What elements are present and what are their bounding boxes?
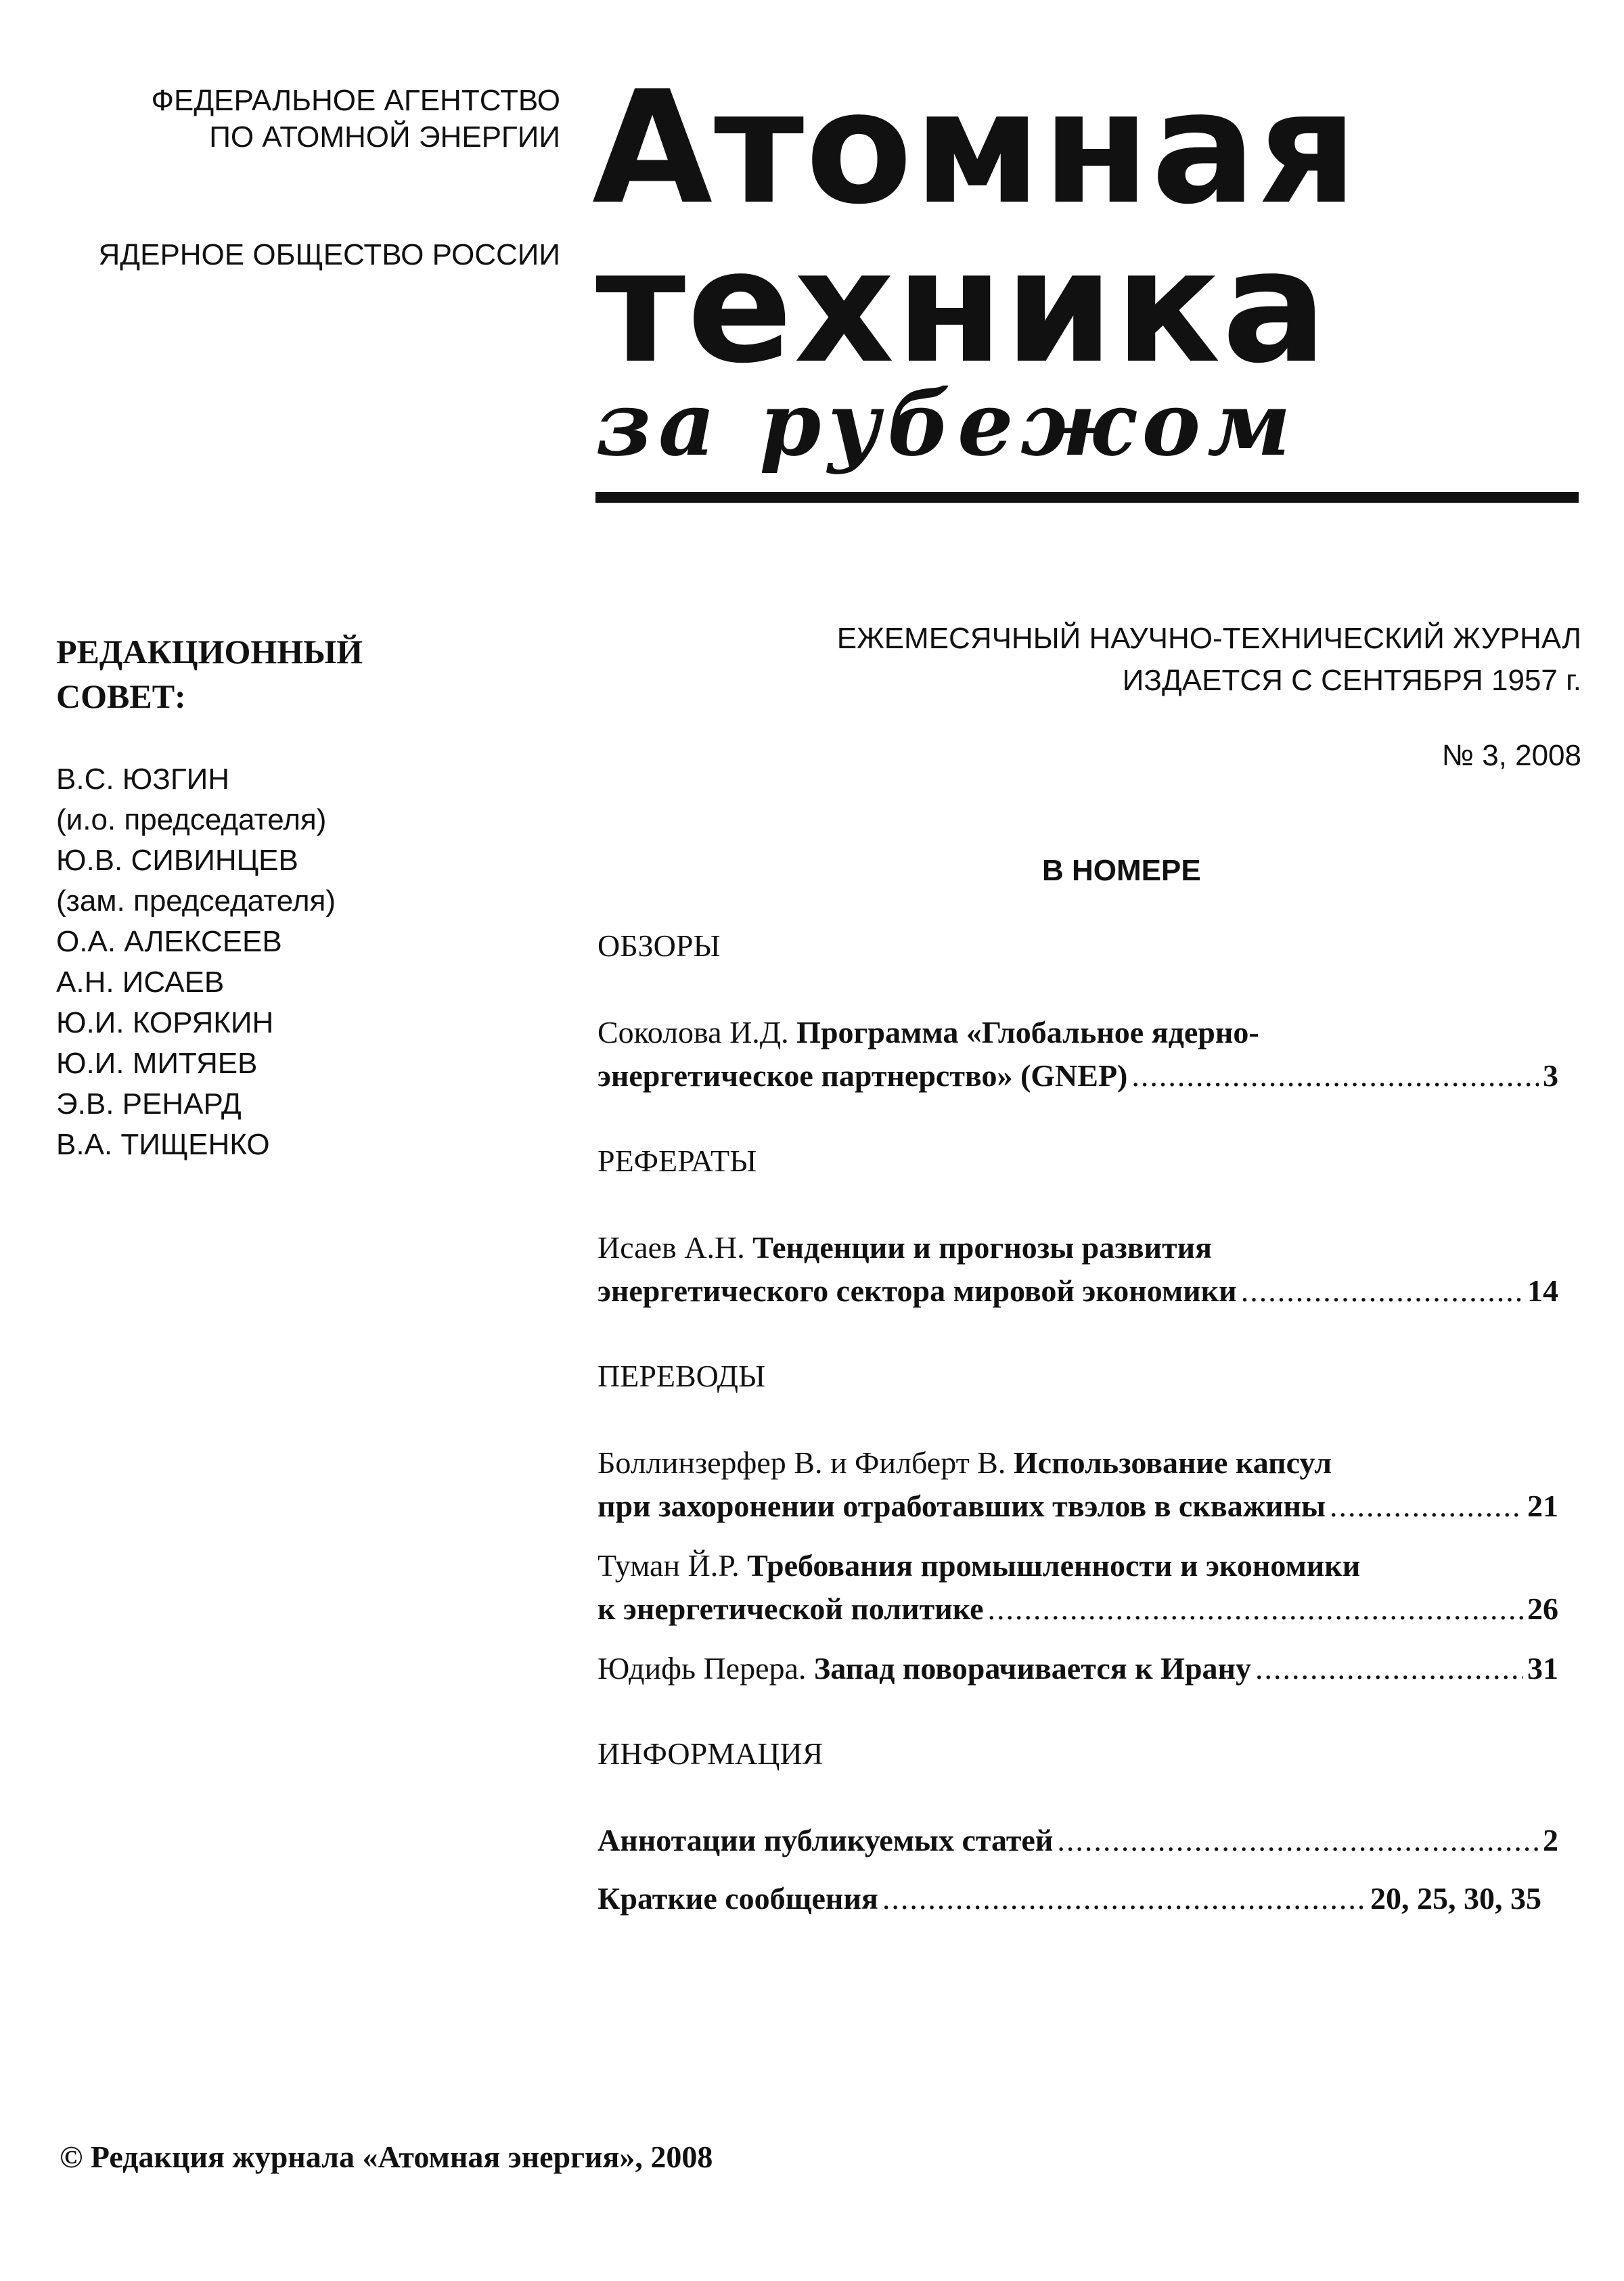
entry-author: Исаев А.Н. [597, 1230, 745, 1265]
section-title-information: ИНФОРМАЦИЯ [597, 1736, 824, 1771]
dot-leader [1255, 1647, 1523, 1690]
board-member: Э.В. РЕНАРД [56, 1087, 242, 1121]
board-heading-line-2: СОВЕТ: [56, 677, 186, 715]
publisher-block [152, 83, 560, 156]
toc-entry[interactable] [597, 1819, 1558, 1862]
toc-entry[interactable] [597, 1647, 1558, 1690]
toc-entry[interactable] [597, 1011, 1558, 1098]
entry-title: Аннотации публикуемых статей [597, 1823, 1054, 1857]
entry-title-continued: при захоронении отработавших твэлов в скважины [597, 1489, 1326, 1523]
entry-title: Тенденции и прогнозы развития [752, 1230, 1213, 1265]
dot-leader [1131, 1054, 1539, 1098]
entry-title-continued: энергетическое партнерство» (GNEP) [597, 1058, 1128, 1093]
toc-entry[interactable] [597, 1226, 1558, 1313]
board-member: О.А. АЛЕКСЕЕВ [56, 925, 282, 958]
board-member-role: (зам. председателя) [56, 884, 336, 918]
masthead-title-line-1: Атомная [592, 58, 1359, 239]
dot-leader [1241, 1269, 1523, 1313]
toc-entry[interactable] [597, 1441, 1558, 1528]
entry-author: Боллинзерфер В. и Филберт В. [597, 1445, 1006, 1480]
entry-title-continued: энергетического сектора мировой экономики [597, 1273, 1237, 1308]
entry-title: Использование капсул [1013, 1445, 1332, 1480]
entry-title: Запад поворачивается к Ирану [813, 1651, 1252, 1686]
section-title-translations: ПЕРЕВОДЫ [597, 1359, 766, 1393]
copyright-notice: © Редакция журнала «Атомная энергия», 2008 [60, 2140, 713, 2174]
entry-page-number: 3 [1543, 1058, 1558, 1093]
section-title-abstracts: РЕФЕРАТЫ [597, 1144, 757, 1178]
entry-author: Туман Й.Р. [597, 1548, 740, 1583]
section-title-reviews: ОБЗОРЫ [597, 928, 721, 963]
entry-page-number: 31 [1527, 1651, 1558, 1686]
entry-title: Краткие сообщения [597, 1881, 878, 1916]
entry-title: Требования промышленности и экономики [747, 1548, 1361, 1583]
board-member-role: (и.о. председателя) [56, 803, 327, 836]
board-heading [56, 629, 363, 719]
entry-page-numbers: 20, 25, 30, 35 [1370, 1881, 1541, 1916]
entry-title-continued: к энергетической политике [597, 1591, 984, 1626]
dot-leader [988, 1587, 1523, 1631]
entry-page-number: 2 [1543, 1823, 1558, 1857]
journal-description-line-2: ИЗДАЕТСЯ С СЕНТЯБРЯ 1957 г. [1122, 664, 1581, 697]
issue-number: № 3, 2008 [1441, 739, 1581, 772]
board-member: А.Н. ИСАЕВ [56, 966, 225, 999]
board-heading-line-1: РЕДАКЦИОННЫЙ [56, 633, 363, 671]
society-name: ЯДЕРНОЕ ОБЩЕСТВО РОССИИ [98, 238, 560, 271]
publisher-line-1: ФЕДЕРАЛЬНОЕ АГЕНТСТВО [151, 84, 560, 117]
masthead-title-line-3: за рубежом [595, 372, 1298, 476]
journal-description-line-1: ЕЖЕМЕСЯЧНЫЙ НАУЧНО-ТЕХНИЧЕСКИЙ ЖУРНАЛ [836, 622, 1581, 655]
dot-leader [1330, 1485, 1523, 1528]
entry-page-number: 21 [1527, 1489, 1558, 1523]
toc-entry[interactable] [597, 1877, 1541, 1920]
contents-heading: В НОМЕРЕ [1042, 854, 1201, 887]
journal-description [837, 618, 1581, 702]
board-member: В.А. ТИЩЕНКО [56, 1128, 270, 1161]
board-member: Ю.И. МИТЯЕВ [56, 1047, 258, 1080]
entry-page-number: 26 [1527, 1591, 1558, 1626]
masthead-title-line-2: техника [595, 217, 1329, 398]
dot-leader [1057, 1819, 1539, 1862]
entry-author: Юдифь Перера. [597, 1651, 807, 1686]
entry-page-number: 14 [1527, 1273, 1558, 1308]
entry-title: Программа «Глобальное ядерно- [796, 1015, 1259, 1049]
publisher-line-2: ПО АТОМНОЙ ЭНЕРГИИ [209, 120, 560, 154]
board-members [56, 759, 336, 1165]
board-member: Ю.В. СИВИНЦЕВ [56, 844, 298, 877]
dot-leader [882, 1877, 1366, 1920]
entry-author: Соколова И.Д. [597, 1015, 789, 1049]
toc-entry[interactable] [597, 1544, 1558, 1631]
board-member: Ю.И. КОРЯКИН [56, 1006, 274, 1039]
board-member: В.С. ЮЗГИН [56, 763, 230, 796]
masthead-rule [595, 492, 1579, 503]
